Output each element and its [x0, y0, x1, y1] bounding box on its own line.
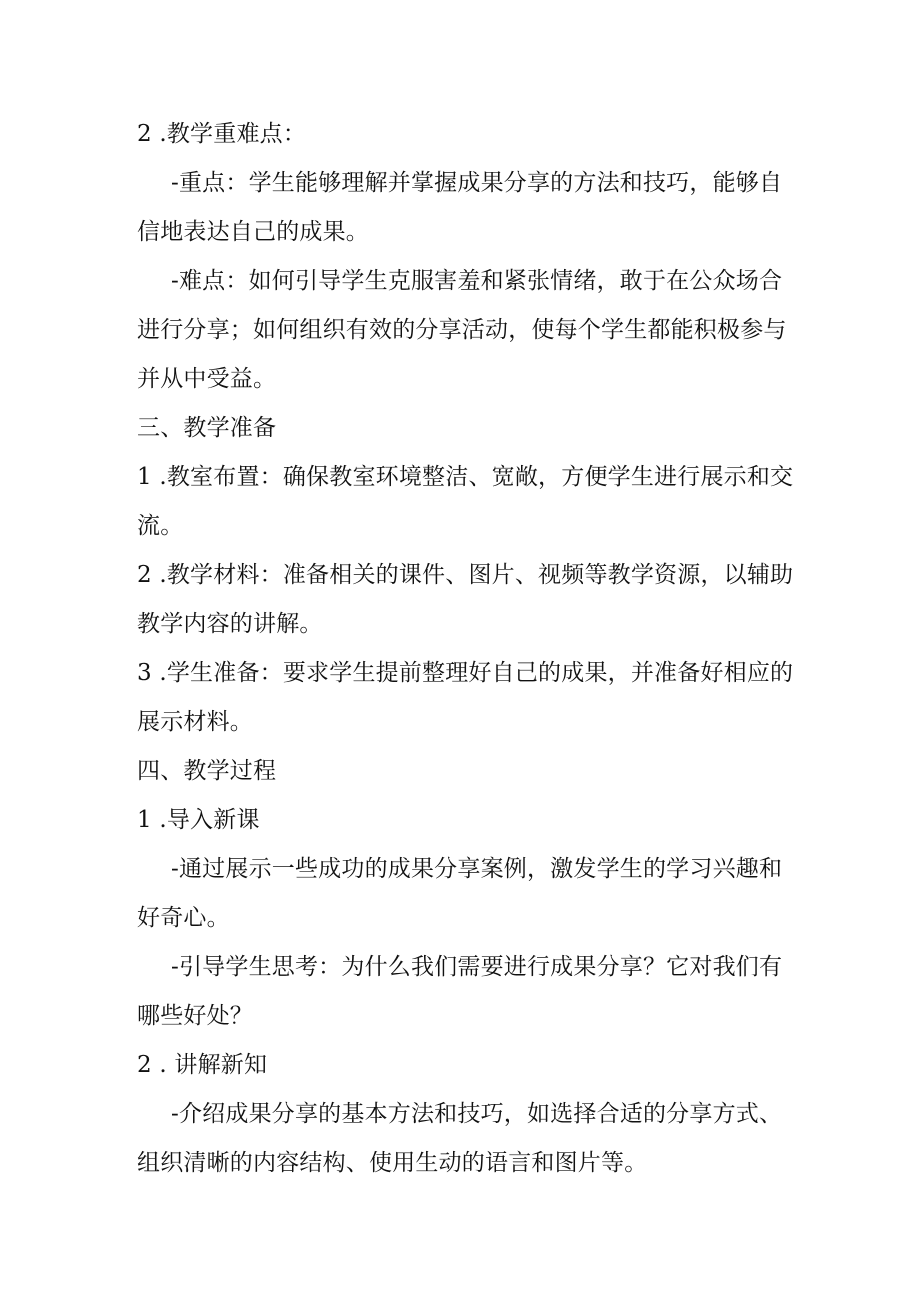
document-paragraph — [137, 796, 797, 845]
text-line: 进行分享；如何组织有效的分享活动，使每个学生都能积极参与 — [137, 317, 787, 343]
text-line: 1 .导入新课 — [137, 807, 260, 833]
text-line: -通过展示一些成功的成果分享案例，激发学生的学习兴趣和 — [171, 856, 783, 882]
text-line: 好奇心。 — [137, 905, 230, 931]
document-paragraph — [137, 110, 797, 159]
document-paragraph — [137, 747, 797, 796]
text-line: -重点：学生能够理解并掌握成果分享的方法和技巧，能够自 — [171, 170, 783, 196]
document-paragraph — [137, 257, 797, 404]
text-line: 流。 — [137, 513, 184, 539]
text-line: 并从中受益。 — [137, 366, 277, 392]
text-line: 组织清晰的内容结构、使用生动的语言和图片等。 — [137, 1150, 648, 1176]
text-line: 1 .教室布置：确保教室环境整洁、宽敞，方便学生进行展示和交 — [137, 464, 794, 490]
document-paragraph — [137, 404, 797, 453]
document-paragraph — [137, 1090, 797, 1188]
document-body — [137, 110, 797, 1188]
document-paragraph — [137, 1041, 797, 1090]
document-paragraph — [137, 649, 797, 747]
text-line: -介绍成果分享的基本方法和技巧，如选择合适的分享方式、 — [171, 1101, 783, 1127]
document-paragraph — [137, 845, 797, 943]
text-line: 展示材料。 — [137, 709, 253, 735]
text-line: 3 .学生准备：要求学生提前整理好自己的成果，并准备好相应的 — [137, 660, 794, 686]
text-line: 四、教学过程 — [137, 758, 277, 784]
document-paragraph — [137, 551, 797, 649]
text-line: 哪些好处？ — [137, 1003, 253, 1029]
text-line: 2 .教学材料：准备相关的课件、图片、视频等教学资源，以辅助 — [137, 562, 794, 588]
text-line: 三、教学准备 — [137, 415, 277, 441]
document-paragraph — [137, 159, 797, 257]
document-paragraph — [137, 453, 797, 551]
text-line: -难点：如何引导学生克服害羞和紧张情绪，敢于在公众场合 — [171, 268, 783, 294]
text-line: 信地表达自己的成果。 — [137, 219, 369, 245]
text-line: 教学内容的讲解。 — [137, 611, 323, 637]
text-line: 2 .教学重难点： — [137, 121, 307, 147]
document-paragraph — [137, 943, 797, 1041]
text-line: 2 . 讲解新知 — [137, 1052, 268, 1078]
text-line: -引导学生思考：为什么我们需要进行成果分享？它对我们有 — [171, 954, 783, 980]
